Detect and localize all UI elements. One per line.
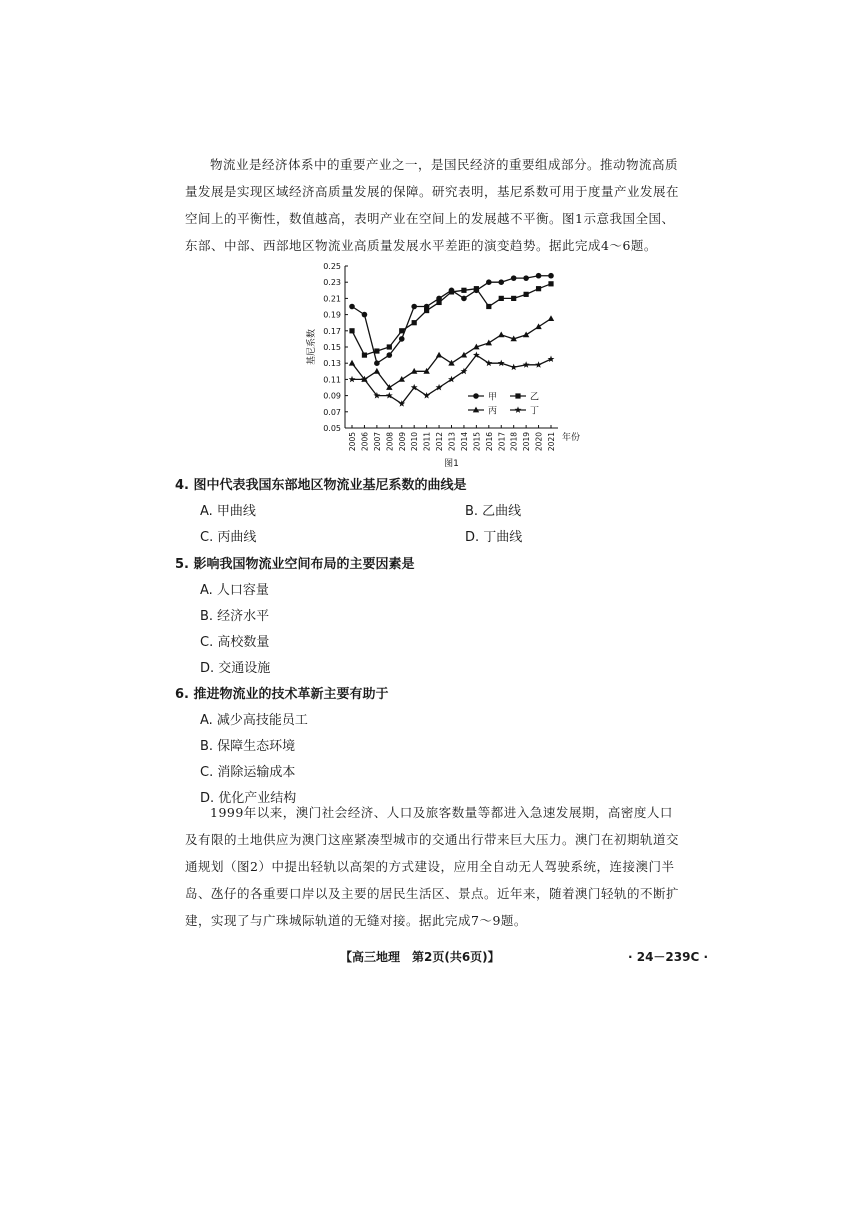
q4-option-a[interactable]: A. 甲曲线: [200, 504, 256, 519]
y-tick-label: 0.05: [323, 424, 341, 433]
series-4-point: [423, 392, 430, 399]
q5-option-d[interactable]: D. 交通设施: [200, 661, 271, 676]
q4-option-d[interactable]: D. 丁曲线: [465, 530, 523, 545]
x-tick-label: 2018: [509, 432, 519, 452]
legend-label-3: 丙: [488, 406, 498, 417]
x-tick-label: 2012: [435, 432, 445, 452]
series-1-point: [536, 273, 542, 279]
y-tick-label: 0.15: [323, 343, 341, 352]
y-tick-label: 0.21: [323, 294, 341, 304]
question-4-stem: 4. 图中代表我国东部地区物流业基尼系数的曲线是: [175, 478, 467, 493]
series-3-point: [498, 331, 504, 337]
series-2-point: [412, 320, 417, 325]
footer-code: · 24－239C ·: [628, 950, 709, 964]
series-2-point: [399, 328, 404, 333]
series-1-point: [387, 352, 393, 358]
series-2-point: [474, 286, 479, 291]
y-axis-label: 基尼系数: [307, 328, 317, 366]
series-3-point: [349, 360, 355, 366]
x-tick-label: 2016: [484, 432, 494, 452]
series-2-point: [374, 348, 379, 353]
y-tick-label: 0.13: [323, 359, 341, 369]
series-2-point: [548, 281, 553, 286]
series-2-point: [499, 296, 504, 301]
question-6-stem: 6. 推进物流业的技术革新主要有助于: [175, 687, 389, 702]
x-tick-label: 2014: [459, 432, 469, 452]
series-1-point: [349, 304, 355, 310]
series-1-point: [511, 275, 517, 281]
legend-marker-2: [515, 393, 520, 398]
x-tick-label: 2019: [522, 432, 532, 452]
series-2-point: [461, 288, 466, 293]
series-1-point: [498, 279, 504, 285]
series-2-point: [536, 286, 541, 291]
legend-label-1: 甲: [488, 392, 498, 403]
q5-option-a[interactable]: A. 人口容量: [200, 583, 269, 598]
legend-marker-1: [473, 393, 479, 399]
x-tick-label: 2020: [534, 432, 544, 452]
question-5-stem: 5. 影响我国物流业空间布局的主要因素是: [175, 557, 415, 572]
x-tick-label: 2015: [472, 432, 482, 452]
series-4-point: [510, 364, 517, 371]
figure-caption: 图1: [444, 459, 459, 469]
y-tick-label: 0.23: [323, 278, 341, 288]
series-1-point: [486, 279, 492, 285]
x-tick-label: 2021: [547, 432, 556, 452]
passage-logistics: 物流业是经济体系中的重要产业之一，是国民经济的重要组成部分。推动物流高质量发展是实现区域经济高质量发展的保障。研究表明，基尼系数可用于度量产业发展在空间上的平衡性，数值越高，表明产业在空间上的发展越不平衡。图1示意我国全国、东部、中部、西部地区物流业高质量发展水平差距的演变趋势。据此完成4～6题。: [185, 157, 680, 253]
y-tick-label: 0.17: [323, 326, 341, 336]
series-1-point: [399, 336, 405, 342]
figure-1: [300, 256, 605, 471]
series-4-point: [523, 361, 530, 368]
y-tick-label: 0.11: [323, 375, 341, 385]
x-axis-label: 年份: [562, 433, 581, 443]
series-2-point: [436, 300, 441, 305]
series-2-point: [486, 304, 491, 309]
y-tick-label: 0.09: [323, 391, 341, 401]
series-1-point: [461, 296, 467, 302]
x-tick-label: 2013: [447, 432, 457, 452]
series-1-point: [548, 273, 554, 279]
y-tick-label: 0.19: [323, 310, 341, 320]
q6-option-d[interactable]: D. 优化产业结构: [200, 791, 297, 806]
legend-marker-4: [515, 406, 522, 413]
series-3-point: [548, 315, 554, 321]
x-tick-label: 2010: [410, 432, 420, 452]
series-3-point: [436, 352, 442, 358]
series-2-point: [449, 289, 454, 294]
q5-option-b[interactable]: B. 经济水平: [200, 609, 270, 624]
gini-line-chart: [300, 256, 605, 471]
series-3-point: [461, 352, 467, 358]
series-3-point: [523, 331, 529, 337]
legend-label-2: 乙: [530, 392, 540, 403]
series-3-point: [486, 340, 492, 346]
series-4-point: [548, 356, 555, 363]
x-tick-label: 2008: [385, 432, 395, 452]
y-tick-label: 0.07: [323, 407, 341, 417]
series-1-point: [362, 312, 368, 318]
series-1-point: [374, 360, 380, 366]
q6-option-b[interactable]: B. 保障生态环境: [200, 739, 296, 754]
q4-option-c[interactable]: C. 丙曲线: [200, 530, 257, 545]
q6-option-c[interactable]: C. 消除运输成本: [200, 765, 296, 780]
x-tick-label: 2005: [348, 432, 357, 452]
x-tick-label: 2007: [372, 432, 382, 452]
series-4-point: [349, 376, 356, 383]
series-3-point: [399, 376, 405, 382]
series-4-point: [535, 361, 542, 368]
series-2-point: [511, 296, 516, 301]
legend-label-4: 丁: [530, 406, 540, 417]
series-2-point: [524, 292, 529, 297]
series-1-point: [523, 275, 529, 281]
series-2-point: [424, 308, 429, 313]
x-tick-label: 2009: [397, 432, 407, 452]
series-4-point: [485, 360, 492, 367]
q6-option-a[interactable]: A. 减少高技能员工: [200, 713, 308, 728]
x-tick-label: 2017: [497, 432, 507, 452]
x-tick-label: 2011: [422, 432, 432, 452]
footer-page-info: 【高三地理 第2页(共6页)】: [340, 950, 500, 964]
q5-option-c[interactable]: C. 高校数量: [200, 635, 270, 650]
series-2-point: [349, 328, 354, 333]
series-3-point: [535, 323, 541, 329]
q4-option-b[interactable]: B. 乙曲线: [465, 504, 522, 519]
y-tick-label: 0.25: [323, 262, 341, 271]
series-3-point: [374, 368, 380, 374]
series-2-point: [362, 353, 367, 358]
series-2-point: [387, 344, 392, 349]
series-1-point: [411, 304, 417, 310]
passage-macau-rail: 1999年以来，澳门社会经济、人口及旅客数量等都进入急速发展期，高密度人口及有限的土地供应为澳门这座紧凑型城市的交通出行带来巨大压力。澳门在初期轨道交通规划（图2）中提出轻轨以高架的方式建设，应用全自动无人驾驶系统，连接澳门半岛、氹仔的各重要口岸以及主要的居民生活区、景点。近年来，随着澳门轻轨的不断扩建，实现了与广珠城际轨道的无缝对接。据此完成7～9题。: [185, 805, 680, 928]
series-3-point: [448, 360, 454, 366]
x-tick-label: 2006: [360, 432, 370, 452]
series-4-point: [498, 360, 505, 367]
